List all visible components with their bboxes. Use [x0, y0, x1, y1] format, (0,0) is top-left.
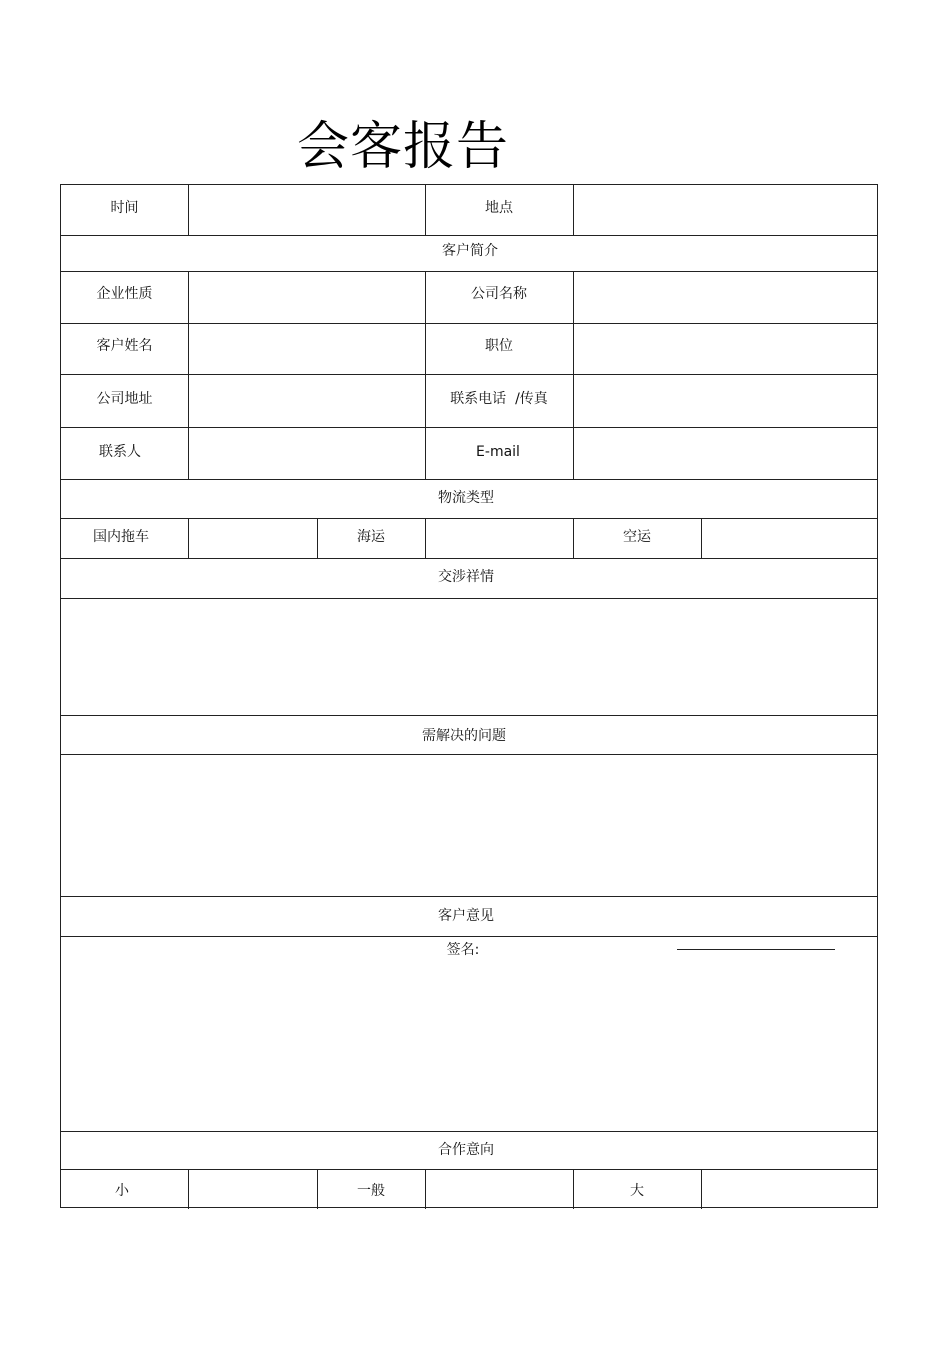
contact-field[interactable]	[188, 427, 425, 479]
sea-freight-field[interactable]	[425, 518, 573, 558]
phone-fax-label: 联系电话 /传真	[450, 391, 548, 407]
signature-line[interactable]	[677, 949, 835, 950]
position-field[interactable]	[573, 323, 879, 374]
time-field[interactable]	[188, 185, 425, 235]
enterprise-type-field[interactable]	[188, 271, 425, 323]
small-intent-label: 小	[115, 1183, 129, 1199]
domestic-trucking-label: 国内拖车	[93, 529, 149, 545]
client-opinion-header: 客户意见	[438, 908, 494, 924]
large-intent-field[interactable]	[701, 1169, 879, 1209]
company-name-field[interactable]	[573, 271, 879, 323]
client-intro-header: 客户简介	[442, 243, 498, 259]
position-label: 职位	[485, 338, 513, 354]
time-label: 时间	[110, 200, 139, 216]
negotiation-details-field[interactable]	[61, 598, 879, 715]
issues-field[interactable]	[61, 754, 879, 896]
company-name-label: 公司名称	[471, 286, 527, 302]
medium-intent-field[interactable]	[425, 1169, 573, 1209]
air-freight-field[interactable]	[701, 518, 879, 558]
client-name-field[interactable]	[188, 323, 425, 374]
contact-label: 联系人	[99, 444, 141, 460]
small-intent-field[interactable]	[188, 1169, 317, 1209]
cooperation-header: 合作意向	[438, 1142, 494, 1158]
domestic-trucking-field[interactable]	[188, 518, 317, 558]
negotiation-header: 交涉祥情	[438, 569, 494, 585]
page-title: 会客报告	[297, 117, 510, 177]
visit-report-form	[60, 184, 878, 1208]
company-address-field[interactable]	[188, 374, 425, 427]
signature-label: 签名:	[446, 942, 480, 958]
location-field[interactable]	[573, 185, 879, 235]
large-intent-label: 大	[630, 1183, 644, 1199]
phone-fax-field[interactable]	[573, 374, 879, 427]
air-freight-label: 空运	[623, 529, 651, 545]
issues-header: 需解决的问题	[422, 727, 506, 744]
client-opinion-field[interactable]	[61, 936, 879, 1131]
email-label: E-mail	[476, 444, 520, 460]
logistics-header: 物流类型	[438, 490, 494, 506]
company-address-label: 公司地址	[96, 391, 153, 407]
email-field[interactable]	[573, 427, 879, 479]
medium-intent-label: 一般	[357, 1183, 385, 1199]
location-label: 地点	[485, 200, 513, 216]
enterprise-type-label: 企业性质	[96, 286, 153, 302]
sea-freight-label: 海运	[357, 529, 385, 545]
client-name-label: 客户姓名	[96, 338, 153, 354]
